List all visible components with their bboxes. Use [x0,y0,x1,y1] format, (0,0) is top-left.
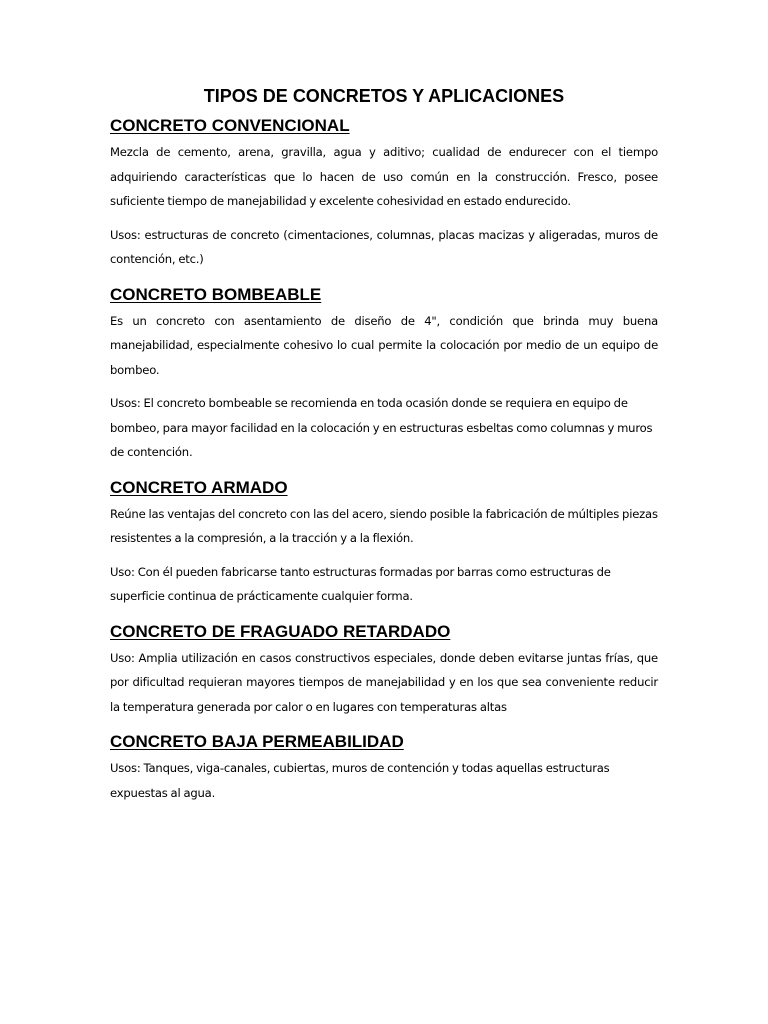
section-heading: CONCRETO DE FRAGUADO RETARDADO [110,621,451,641]
section-heading: CONCRETO BAJA PERMEABILIDAD [110,732,404,751]
section-heading: CONCRETO ARMADO [110,477,288,497]
section-concreto-bombeable [110,285,658,465]
section-paragraph: Reúne las ventajas del concreto con las del acero, siendo posible la fabricación de múltiples piezas resistentes a la compresión, a la tracción y a la flexión. [110,506,658,545]
section-paragraph: Mezcla de cemento, arena, gravilla, agua y aditivo; cualidad de endurecer con el tiempo adquiriendo características que lo hacen de uso común en la construcción. Fresco, posee suficiente tiempo de manejabilidad y excelente cohesividad en estado endurecido. [110,145,658,208]
section-paragraph: Usos: estructuras de concreto (cimentaciones, columnas, placas macizas y aligeradas, muros de contención, etc.) [110,227,658,266]
document-page [110,84,658,818]
section-paragraph: Uso: Con él pueden fabricarse tanto estructuras formadas por barras como estructuras de superficie continua de prácticamente cualquier forma. [110,564,611,603]
document-title: TIPOS DE CONCRETOS Y APLICACIONES [203,86,565,106]
section-concreto-baja-permeabilidad [110,732,658,805]
section-concreto-fraguado-retardado [110,622,658,720]
section-paragraph: Usos: Tanques, viga-canales, cubiertas, muros de contención y todas aquellas estructuras expuestas al agua. [110,761,610,800]
section-paragraph: Usos: El concreto bombeable se recomienda en toda ocasión donde se requiera en equipo de bombeo, para mayor facilidad en la colocación y en estructuras esbeltas como columnas y muros de contención. [110,396,653,459]
section-concreto-convencional [110,116,658,272]
section-paragraph: Uso: Amplia utilización en casos constructivos especiales, donde deben evitarse juntas frías, que por dificultad requieran mayores tiempos de manejabilidad y en los que sea conveniente reducir la temperatura generada por calor o en lugares con temperaturas altas [110,650,658,714]
section-concreto-armado [110,478,658,609]
section-heading: CONCRETO CONVENCIONAL [110,116,350,135]
section-heading: CONCRETO BOMBEABLE [110,284,322,304]
section-paragraph: Es un concreto con asentamiento de diseño de 4", condición que brinda muy buena manejabilidad, especialmente cohesivo lo cual permite la colocación por medio de un equipo de bombeo. [110,313,658,377]
